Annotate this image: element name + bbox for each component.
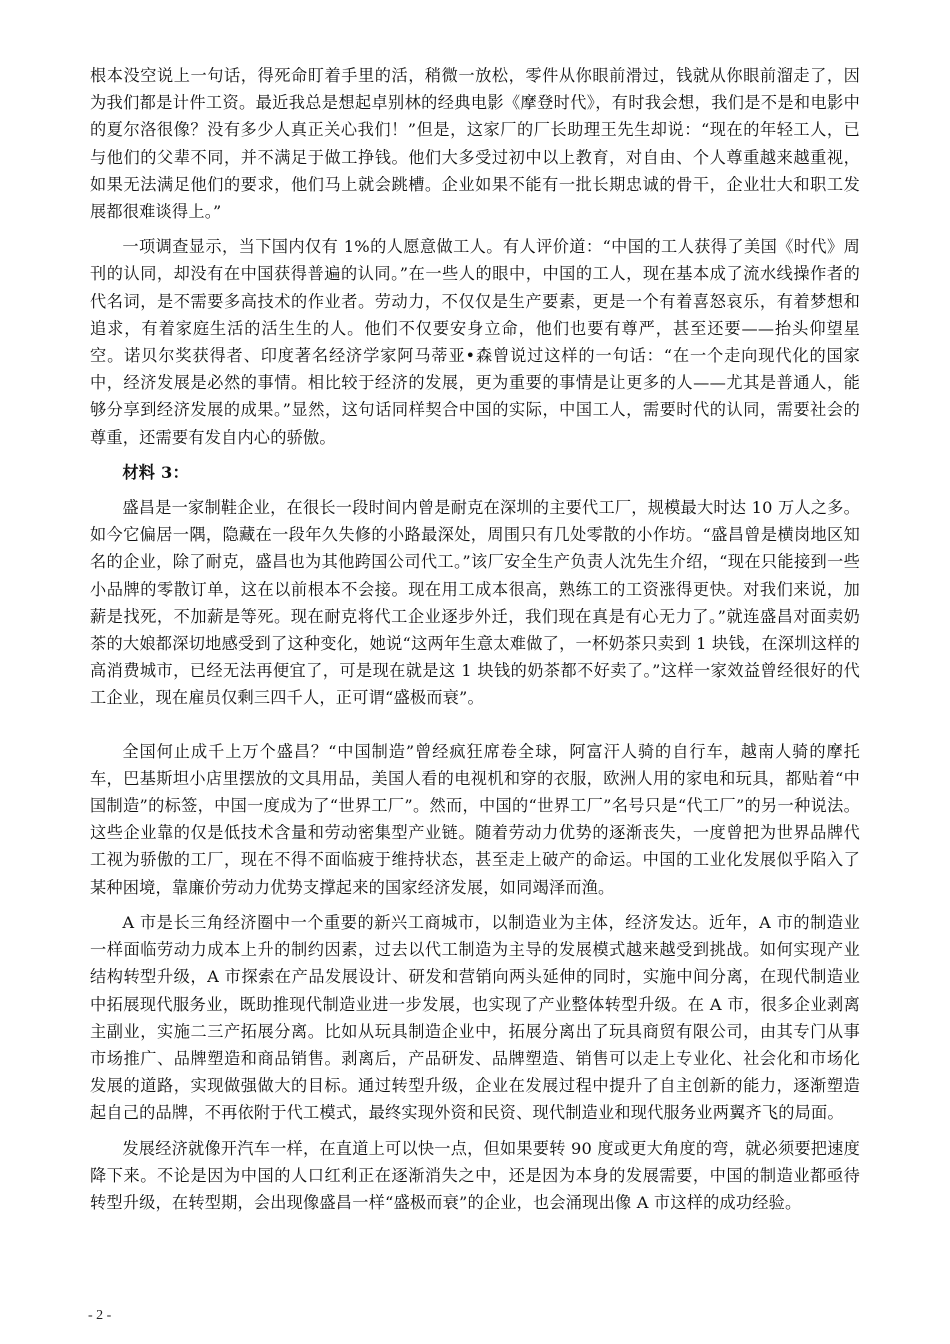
- paragraph-conclusion: 发展经济就像开汽车一样，在直道上可以快一点，但如果要转 90 度或更大角度的弯，就必须要把速度降下来。不论是因为中国的人口红利正在逐渐消失之中，还是因为本身的发展需要，中国的制造业都亟待转型升级，在转型期，会出现像盛昌一样“盛极而衰”的企业，也会涌现出像 A 市这样的成功经验。: [90, 1138, 860, 1212]
- page-number: - 2 -: [88, 1308, 112, 1323]
- paragraph-a-city: A 市是长三角经济圈中一个重要的新兴工商城市，以制造业为主体，经济发达。近年，A 市的制造业一样面临劳动力成本上升的制约因素，过去以代工制造为主导的发展模式越来越受到挑战。如何实现产业结构转型升级，A 市探索在产品发展设计、研发和营销向两头延伸的同时，实施中间分离，在现代制造业中拓展现代服务业，既助推现代制造业进一步发展，也实现了产业整体转型升级。在 A 市，很多企业剥离主副业，实施二三产拓展分离。比如从玩具制造企业中，拓展分离出了玩具商贸有限公司，由其专门从事市场推广、品牌塑造和商品销售。剥离后，产品研发、品牌塑造、销售可以走上专业化、社会化和市场化发展的道路，实现做强做大的目标。通过转型升级，企业在发展过程中提升了自主创新的能力，逐渐塑造起自己的品牌，不再依附于代工模式，最终实现外资和民资、现代制造业和现代服务业两翼齐飞的局面。: [90, 912, 860, 1123]
- section-heading-material-3: 材料 3：: [122, 462, 189, 482]
- paragraph-made-in-china: 全国何止成千上万个盛昌？“中国制造”曾经疯狂席卷全球，阿富汗人骑的自行车，越南人骑的摩托车，巴基斯坦小店里摆放的文具用品，美国人看的电视机和穿的衣服，欧洲人用的家电和玩具，都贴着“中国制造”的标签，中国一度成为了“世界工厂”。然而，中国的“世界工厂”名号只是“代工厂”的另一种说法。这些企业靠的仅是低技术含量和劳动密集型产业链。随着劳动力优势的逐渐丧失，一度曾把为世界品牌代工视为骄傲的工厂，现在不得不面临疲于维持状态，甚至走上破产的命运。中国的工业化发展似乎陷入了某种困境，靠廉价劳动力优势支撑起来的国家经济发展，如同竭泽而渔。: [90, 741, 860, 897]
- paragraph-continued: 根本没空说上一句话，得死命盯着手里的活，稍微一放松，零件从你眼前滑过，钱就从你眼前溜走了，因为我们都是计件工资。最近我总是想起卓别林的经典电影《摩登时代》，有时我会想，我们是不是和电影中的夏尔洛很像？没有多少人真正关心我们！”但是，这家厂的厂长助理王先生却说：“现在的年轻工人，已与他们的父辈不同，并不满足于做工挣钱。他们大多受过初中以上教育，对自由、个人尊重越来越重视，如果无法满足他们的要求，他们马上就会跳槽。企业如果不能有一批长期忠诚的骨干，企业壮大和职工发展都很难谈得上。”: [90, 66, 860, 222]
- document-page: [90, 62, 860, 1216]
- paragraph-shengchang: 盛昌是一家制鞋企业，在很长一段时间内曾是耐克在深圳的主要代工厂，规模最大时达 10 万人之多。如今它偏居一隅，隐藏在一段年久失修的小路最深处，周围只有几处零散的小作坊。“盛昌曾是横岗地区知名的企业，除了耐克，盛昌也为其他跨国公司代工。”该厂安全生产负责人沈先生介绍，“现在只能接到一些小品牌的零散订单，这在以前根本不会接。现在用工成本很高，熟练工的工资涨得更快。对我们来说，加薪是找死，不加薪是等死。现在耐克将代工企业逐步外迁，我们现在真是有心无力了。”就连盛昌对面卖奶茶的大娘都深切地感受到了这种变化，她说“这两年生意太难做了，一杯奶茶只卖到 1 块钱，在深圳这样的高消费城市，已经无法再便宜了，可是现在就是这 1 块钱的奶茶都不好卖了。”这样一家效益曾经很好的代工企业，现在雇员仅剩三四千人，正可谓“盛极而衰”。: [90, 498, 860, 708]
- paragraph-survey: 一项调查显示，当下国内仅有 1%的人愿意做工人。有人评价道：“中国的工人获得了美国《时代》周刊的认同，却没有在中国获得普遍的认同。”在一些人的眼中，中国的工人，现在基本成了流水线操作者的代名词，是不需要多高技术的作业者。劳动力，不仅仅是生产要素，更是一个有着喜怒哀乐，有着梦想和追求，有着家庭生活的活生生的人。他们不仅要安身立命，他们也要有尊严，甚至还要——抬头仰望星空。诺贝尔奖获得者、印度著名经济学家阿马蒂亚•森曾说过这样的一句话：“在一个走向现代化的国家中，经济发展是必然的事情。相比较于经济的发展，更为重要的事情是让更多的人——尤其是普通人，能够分享到经济发展的成果。”显然，这句话同样契合中国的实际，中国工人，需要时代的认同，需要社会的尊重，还需要有发自内心的骄傲。: [90, 237, 860, 447]
